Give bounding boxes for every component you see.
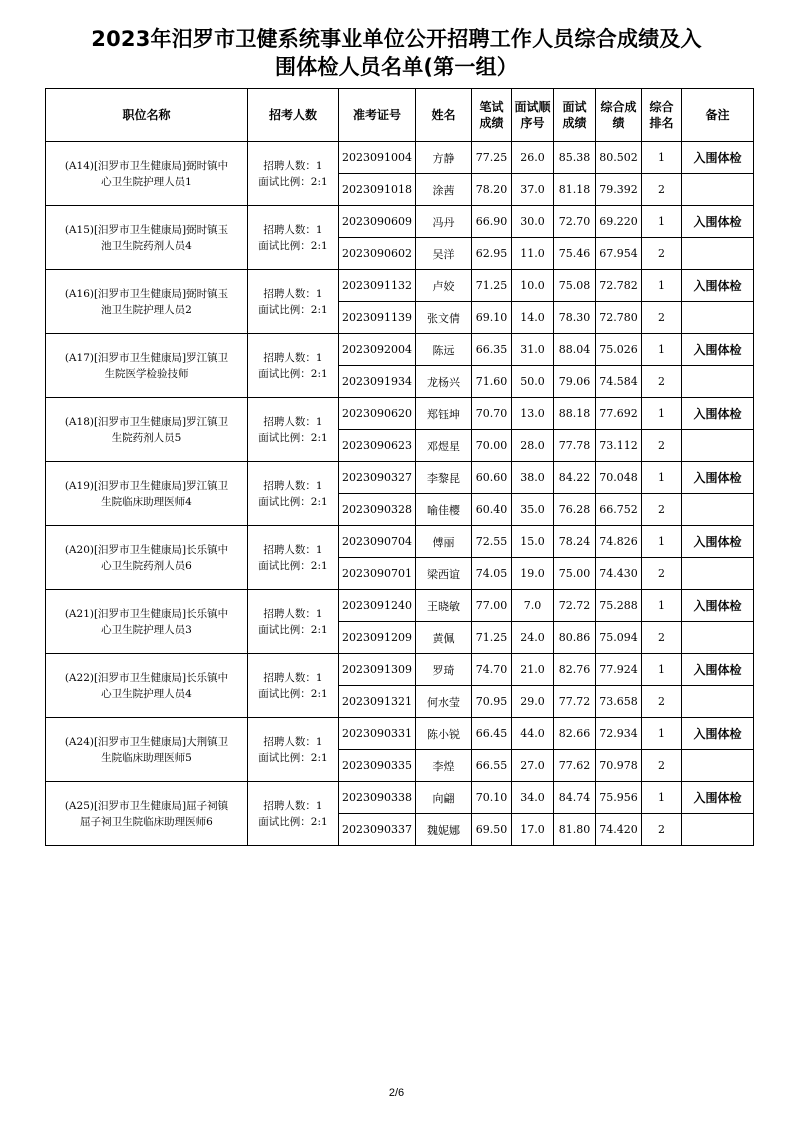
rank-cell: 2 (642, 622, 682, 654)
total-score-cell: 72.934 (596, 718, 642, 750)
total-score-cell: 79.392 (596, 174, 642, 206)
ticket-cell: 2023090335 (339, 750, 416, 782)
rank-cell: 2 (642, 814, 682, 846)
written-score-cell: 71.25 (472, 622, 512, 654)
interview-order-cell: 35.0 (512, 494, 554, 526)
position-cell (46, 398, 248, 462)
table-row (46, 718, 754, 750)
ticket-cell: 2023090620 (339, 398, 416, 430)
rank-cell: 1 (642, 718, 682, 750)
interview-score-cell: 81.18 (554, 174, 596, 206)
position-line: (A16)[汨罗市卫生健康局]弼时镇玉 (64, 287, 229, 300)
table-row (46, 398, 754, 430)
name-cell: 陈小锐 (416, 718, 472, 750)
written-score-cell: 62.95 (472, 238, 512, 270)
interview-score-cell: 76.28 (554, 494, 596, 526)
note-cell (682, 558, 754, 590)
quota-line: 面试比例：2:1 (258, 495, 328, 508)
header-interview-order: 面试顺 序号 (512, 89, 554, 142)
note-cell (682, 366, 754, 398)
interview-order-cell: 15.0 (512, 526, 554, 558)
name-cell: 龙杨兴 (416, 366, 472, 398)
interview-order-cell: 37.0 (512, 174, 554, 206)
total-score-cell: 73.112 (596, 430, 642, 462)
position-line: (A19)[汨罗市卫生健康局]罗江镇卫 (64, 479, 229, 492)
note-cell (682, 174, 754, 206)
ticket-cell: 2023090704 (339, 526, 416, 558)
interview-order-cell: 38.0 (512, 462, 554, 494)
note-cell: 入围体检 (682, 654, 754, 686)
ticket-cell: 2023090609 (339, 206, 416, 238)
interview-order-cell: 29.0 (512, 686, 554, 718)
table-header-row (46, 89, 754, 142)
title-line-2: 围体检人员名单(第一组） (275, 55, 518, 79)
written-score-cell: 71.25 (472, 270, 512, 302)
rank-cell: 1 (642, 334, 682, 366)
rank-cell: 1 (642, 462, 682, 494)
interview-score-cell: 82.76 (554, 654, 596, 686)
interview-score-cell: 84.74 (554, 782, 596, 814)
interview-order-cell: 26.0 (512, 142, 554, 174)
interview-score-cell: 80.86 (554, 622, 596, 654)
written-score-cell: 66.45 (472, 718, 512, 750)
interview-score-cell: 72.72 (554, 590, 596, 622)
rank-cell: 1 (642, 654, 682, 686)
ticket-cell: 2023091209 (339, 622, 416, 654)
position-line: (A18)[汨罗市卫生健康局]罗江镇卫 (64, 415, 229, 428)
position-cell (46, 718, 248, 782)
ticket-cell: 2023091309 (339, 654, 416, 686)
quota-line: 招聘人数：1 (263, 479, 323, 492)
position-cell (46, 590, 248, 654)
ticket-cell: 2023090331 (339, 718, 416, 750)
interview-score-cell: 77.62 (554, 750, 596, 782)
written-score-cell: 77.00 (472, 590, 512, 622)
note-cell (682, 750, 754, 782)
note-cell (682, 430, 754, 462)
interview-score-cell: 88.04 (554, 334, 596, 366)
name-cell: 梁西谊 (416, 558, 472, 590)
ticket-cell: 2023090327 (339, 462, 416, 494)
total-score-cell: 77.692 (596, 398, 642, 430)
written-score-cell: 71.60 (472, 366, 512, 398)
total-score-cell: 74.430 (596, 558, 642, 590)
position-line: (A15)[汨罗市卫生健康局]弼时镇玉 (64, 223, 229, 236)
interview-order-cell: 17.0 (512, 814, 554, 846)
quota-line: 面试比例：2:1 (258, 175, 328, 188)
ticket-cell: 2023090602 (339, 238, 416, 270)
quota-cell (248, 398, 339, 462)
position-cell (46, 526, 248, 590)
interview-score-cell: 88.18 (554, 398, 596, 430)
interview-order-cell: 30.0 (512, 206, 554, 238)
interview-order-cell: 13.0 (512, 398, 554, 430)
interview-order-cell: 21.0 (512, 654, 554, 686)
position-line: (A24)[汨罗市卫生健康局]大荆镇卫 (64, 735, 229, 748)
position-line: (A25)[汨罗市卫生健康局]屈子祠镇 (64, 799, 229, 812)
name-cell: 魏妮娜 (416, 814, 472, 846)
name-cell: 吴洋 (416, 238, 472, 270)
quota-line: 面试比例：2:1 (258, 751, 328, 764)
written-score-cell: 70.70 (472, 398, 512, 430)
quota-cell (248, 654, 339, 718)
position-line: 池卫生院药剂人员4 (101, 239, 192, 252)
interview-score-cell: 77.72 (554, 686, 596, 718)
total-score-cell: 75.956 (596, 782, 642, 814)
written-score-cell: 66.35 (472, 334, 512, 366)
note-cell: 入围体检 (682, 526, 754, 558)
document-title (40, 25, 753, 81)
note-cell (682, 494, 754, 526)
interview-score-cell: 78.30 (554, 302, 596, 334)
position-line: 心卫生院护理人员3 (101, 623, 192, 636)
ticket-cell: 2023090623 (339, 430, 416, 462)
position-line: 心卫生院护理人员4 (101, 687, 192, 700)
name-cell: 郑钰坤 (416, 398, 472, 430)
total-score-cell: 75.094 (596, 622, 642, 654)
written-score-cell: 70.00 (472, 430, 512, 462)
table-row (46, 206, 754, 238)
note-cell (682, 238, 754, 270)
header-note: 备注 (682, 89, 754, 142)
header-rank: 综合 排名 (642, 89, 682, 142)
quota-cell (248, 462, 339, 526)
quota-line: 招聘人数：1 (263, 223, 323, 236)
written-score-cell: 74.05 (472, 558, 512, 590)
interview-order-cell: 11.0 (512, 238, 554, 270)
rank-cell: 2 (642, 558, 682, 590)
interview-score-cell: 84.22 (554, 462, 596, 494)
name-cell: 涂茜 (416, 174, 472, 206)
rank-cell: 2 (642, 366, 682, 398)
note-cell (682, 686, 754, 718)
quota-line: 招聘人数：1 (263, 159, 323, 172)
interview-score-cell: 72.70 (554, 206, 596, 238)
quota-cell (248, 206, 339, 270)
interview-order-cell: 24.0 (512, 622, 554, 654)
total-score-cell: 75.026 (596, 334, 642, 366)
quota-line: 面试比例：2:1 (258, 623, 328, 636)
interview-order-cell: 14.0 (512, 302, 554, 334)
position-cell (46, 462, 248, 526)
note-cell: 入围体检 (682, 270, 754, 302)
total-score-cell: 74.584 (596, 366, 642, 398)
ticket-cell: 2023091321 (339, 686, 416, 718)
rank-cell: 2 (642, 430, 682, 462)
position-line: 心卫生院护理人员1 (101, 175, 192, 188)
interview-score-cell: 78.24 (554, 526, 596, 558)
rank-cell: 2 (642, 238, 682, 270)
rank-cell: 2 (642, 494, 682, 526)
total-score-cell: 80.502 (596, 142, 642, 174)
ticket-cell: 2023090701 (339, 558, 416, 590)
interview-order-cell: 10.0 (512, 270, 554, 302)
note-cell: 入围体检 (682, 206, 754, 238)
quota-line: 面试比例：2:1 (258, 431, 328, 444)
name-cell: 黄佩 (416, 622, 472, 654)
interview-score-cell: 81.80 (554, 814, 596, 846)
name-cell: 傅丽 (416, 526, 472, 558)
interview-order-cell: 28.0 (512, 430, 554, 462)
quota-line: 招聘人数：1 (263, 287, 323, 300)
total-score-cell: 72.782 (596, 270, 642, 302)
name-cell: 李黎昆 (416, 462, 472, 494)
quota-cell (248, 718, 339, 782)
quota-cell (248, 142, 339, 206)
rank-cell: 2 (642, 302, 682, 334)
interview-order-cell: 27.0 (512, 750, 554, 782)
note-cell (682, 814, 754, 846)
position-line: (A21)[汨罗市卫生健康局]长乐镇中 (64, 607, 229, 620)
total-score-cell: 77.924 (596, 654, 642, 686)
position-line: (A17)[汨罗市卫生健康局]罗江镇卫 (64, 351, 229, 364)
interview-score-cell: 75.08 (554, 270, 596, 302)
interview-order-cell: 44.0 (512, 718, 554, 750)
interview-score-cell: 82.66 (554, 718, 596, 750)
position-line: (A20)[汨罗市卫生健康局]长乐镇中 (64, 543, 229, 556)
ticket-cell: 2023091139 (339, 302, 416, 334)
position-line: 生院药剂人员5 (111, 431, 182, 444)
title-line-1: 2023年汨罗市卫健系统事业单位公开招聘工作人员综合成绩及入 (91, 27, 702, 51)
name-cell: 张文倩 (416, 302, 472, 334)
note-cell (682, 302, 754, 334)
results-table (45, 88, 754, 846)
total-score-cell: 74.826 (596, 526, 642, 558)
note-cell: 入围体检 (682, 782, 754, 814)
written-score-cell: 72.55 (472, 526, 512, 558)
rank-cell: 2 (642, 174, 682, 206)
position-cell (46, 270, 248, 334)
interview-order-cell: 7.0 (512, 590, 554, 622)
header-name: 姓名 (416, 89, 472, 142)
name-cell: 何水莹 (416, 686, 472, 718)
ticket-cell: 2023091018 (339, 174, 416, 206)
position-line: (A14)[汨罗市卫生健康局]弼时镇中 (64, 159, 229, 172)
name-cell: 喻佳樱 (416, 494, 472, 526)
written-score-cell: 69.50 (472, 814, 512, 846)
total-score-cell: 73.658 (596, 686, 642, 718)
header-position: 职位名称 (46, 89, 248, 142)
total-score-cell: 75.288 (596, 590, 642, 622)
quota-line: 招聘人数：1 (263, 415, 323, 428)
rank-cell: 2 (642, 686, 682, 718)
table-row (46, 462, 754, 494)
name-cell: 冯丹 (416, 206, 472, 238)
note-cell: 入围体检 (682, 398, 754, 430)
table-row (46, 334, 754, 366)
quota-line: 招聘人数：1 (263, 799, 323, 812)
quota-cell (248, 334, 339, 398)
ticket-cell: 2023090337 (339, 814, 416, 846)
written-score-cell: 70.10 (472, 782, 512, 814)
total-score-cell: 74.420 (596, 814, 642, 846)
written-score-cell: 66.90 (472, 206, 512, 238)
ticket-cell: 2023092004 (339, 334, 416, 366)
position-cell (46, 654, 248, 718)
position-line: (A22)[汨罗市卫生健康局]长乐镇中 (64, 671, 229, 684)
quota-line: 面试比例：2:1 (258, 559, 328, 572)
interview-score-cell: 85.38 (554, 142, 596, 174)
header-total-score: 综合成 绩 (596, 89, 642, 142)
quota-line: 招聘人数：1 (263, 735, 323, 748)
total-score-cell: 67.954 (596, 238, 642, 270)
note-cell: 入围体检 (682, 142, 754, 174)
name-cell: 陈远 (416, 334, 472, 366)
ticket-cell: 2023090328 (339, 494, 416, 526)
name-cell: 卢姣 (416, 270, 472, 302)
table-row (46, 270, 754, 302)
quota-cell (248, 526, 339, 590)
quota-cell (248, 590, 339, 654)
header-ticket: 准考证号 (339, 89, 416, 142)
written-score-cell: 78.20 (472, 174, 512, 206)
written-score-cell: 77.25 (472, 142, 512, 174)
note-cell: 入围体检 (682, 590, 754, 622)
quota-line: 面试比例：2:1 (258, 239, 328, 252)
note-cell: 入围体检 (682, 462, 754, 494)
quota-line: 面试比例：2:1 (258, 367, 328, 380)
rank-cell: 2 (642, 750, 682, 782)
note-cell: 入围体检 (682, 334, 754, 366)
header-written-score: 笔试 成绩 (472, 89, 512, 142)
position-cell (46, 142, 248, 206)
total-score-cell: 70.978 (596, 750, 642, 782)
name-cell: 王晓敏 (416, 590, 472, 622)
written-score-cell: 60.40 (472, 494, 512, 526)
rank-cell: 1 (642, 590, 682, 622)
table-row (46, 782, 754, 814)
interview-order-cell: 31.0 (512, 334, 554, 366)
name-cell: 方静 (416, 142, 472, 174)
rank-cell: 1 (642, 270, 682, 302)
table-row (46, 526, 754, 558)
interview-score-cell: 79.06 (554, 366, 596, 398)
written-score-cell: 70.95 (472, 686, 512, 718)
name-cell: 向翩 (416, 782, 472, 814)
quota-line: 招聘人数：1 (263, 543, 323, 556)
note-cell: 入围体检 (682, 718, 754, 750)
quota-line: 面试比例：2:1 (258, 303, 328, 316)
quota-line: 招聘人数：1 (263, 671, 323, 684)
position-line: 生院临床助理医师4 (101, 495, 192, 508)
page-number: 2/6 (388, 1087, 405, 1099)
position-cell (46, 206, 248, 270)
ticket-cell: 2023090338 (339, 782, 416, 814)
total-score-cell: 72.780 (596, 302, 642, 334)
interview-order-cell: 50.0 (512, 366, 554, 398)
ticket-cell: 2023091934 (339, 366, 416, 398)
position-cell (46, 334, 248, 398)
position-line: 心卫生院药剂人员6 (101, 559, 192, 572)
interview-score-cell: 75.00 (554, 558, 596, 590)
interview-order-cell: 34.0 (512, 782, 554, 814)
total-score-cell: 70.048 (596, 462, 642, 494)
rank-cell: 1 (642, 206, 682, 238)
total-score-cell: 66.752 (596, 494, 642, 526)
rank-cell: 1 (642, 398, 682, 430)
quota-line: 面试比例：2:1 (258, 815, 328, 828)
position-line: 生院医学检验技师 (104, 367, 189, 380)
table-row (46, 142, 754, 174)
interview-order-cell: 19.0 (512, 558, 554, 590)
total-score-cell: 69.220 (596, 206, 642, 238)
ticket-cell: 2023091132 (339, 270, 416, 302)
quota-line: 招聘人数：1 (263, 607, 323, 620)
quota-line: 招聘人数：1 (263, 351, 323, 364)
quota-cell (248, 782, 339, 846)
header-quota: 招考人数 (248, 89, 339, 142)
quota-line: 面试比例：2:1 (258, 687, 328, 700)
name-cell: 罗琦 (416, 654, 472, 686)
rank-cell: 1 (642, 782, 682, 814)
written-score-cell: 69.10 (472, 302, 512, 334)
position-line: 屈子祠卫生院临床助理医师6 (80, 815, 213, 828)
interview-score-cell: 77.78 (554, 430, 596, 462)
rank-cell: 1 (642, 526, 682, 558)
note-cell (682, 622, 754, 654)
name-cell: 李煌 (416, 750, 472, 782)
table-row (46, 654, 754, 686)
quota-cell (248, 270, 339, 334)
name-cell: 邓煜星 (416, 430, 472, 462)
written-score-cell: 66.55 (472, 750, 512, 782)
position-cell (46, 782, 248, 846)
position-line: 生院临床助理医师5 (101, 751, 192, 764)
header-interview-score: 面试 成绩 (554, 89, 596, 142)
position-line: 池卫生院护理人员2 (101, 303, 192, 316)
written-score-cell: 60.60 (472, 462, 512, 494)
written-score-cell: 74.70 (472, 654, 512, 686)
rank-cell: 1 (642, 142, 682, 174)
interview-score-cell: 75.46 (554, 238, 596, 270)
ticket-cell: 2023091240 (339, 590, 416, 622)
ticket-cell: 2023091004 (339, 142, 416, 174)
table-row (46, 590, 754, 622)
